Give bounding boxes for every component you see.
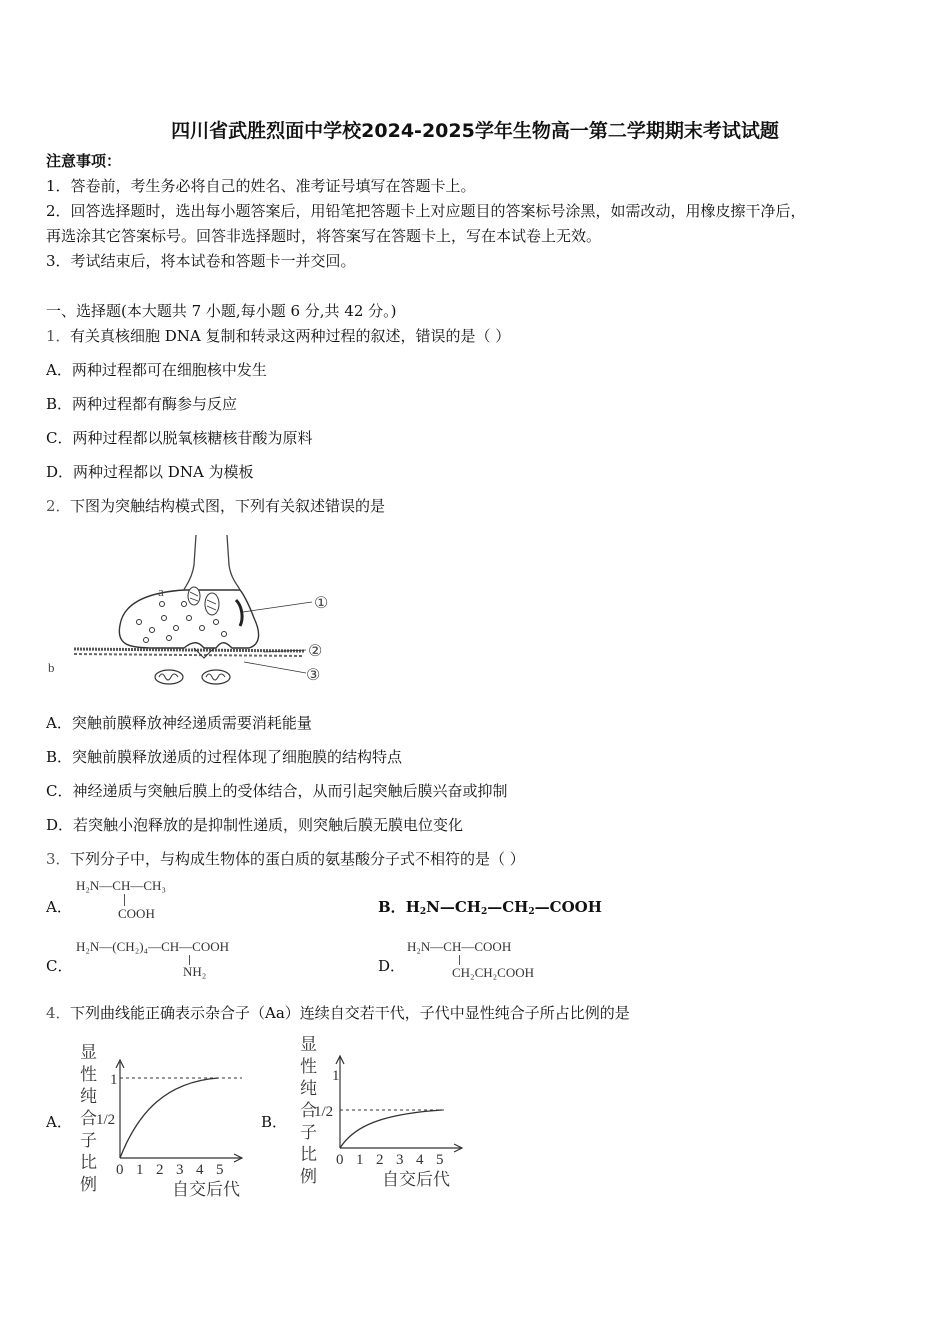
formula-d-bottom: CH₂CH₂COOH [452, 965, 535, 980]
ylabel-char: 子 [300, 1123, 317, 1142]
ylabel-char: 例 [80, 1175, 97, 1194]
graph-b-label: B． [261, 1113, 288, 1131]
y-tick-half: 1/2 [96, 1112, 116, 1128]
label-a: a [158, 584, 164, 599]
x-tick: 2 [156, 1162, 164, 1178]
option-d: D．两种过程都以 DNA 为模板 [46, 463, 254, 481]
y-tick-half: 1/2 [314, 1104, 334, 1120]
formula-subscript: 2 [480, 907, 488, 917]
x-axis-label: 自交后代 [382, 1170, 450, 1189]
formula-c-bottom: NH₂ [183, 964, 207, 979]
ylabel-char: 合 [300, 1101, 317, 1120]
option-c-label: C． [46, 957, 73, 975]
x-tick: 1 [136, 1162, 144, 1178]
question-stem: 下列分子中，与构成生物体的蛋白质的氨基酸分子式不相符的是（ ） [70, 850, 525, 868]
option-a-label: A． [46, 898, 72, 916]
x-tick: 0 [116, 1162, 124, 1178]
question-stem: 下图为突触结构模式图，下列有关叙述错误的是 [70, 497, 386, 515]
notice-item: 再选涂其它答案标号。回答非选择题时，将答案写在答题卡上，写在本试卷上无效。 [46, 227, 602, 245]
option-b-formula [378, 897, 602, 922]
formula-part: H [405, 898, 420, 916]
question-stem: 有关真核细胞 DNA 复制和转录这两种过程的叙述，错误的是（ ） [70, 327, 511, 345]
graph-a [76, 1040, 251, 1205]
ylabel-char: 合 [80, 1109, 97, 1128]
ylabel-char: 例 [300, 1167, 317, 1186]
formula-part: —COOH [534, 898, 602, 916]
label-3: ③ [306, 667, 321, 684]
x-tick: 4 [196, 1162, 204, 1178]
notice-item: 3．考试结束后，将本试卷和答题卡一并交回。 [46, 252, 356, 270]
label-b: b [48, 660, 55, 675]
formula-part: —CH [487, 898, 529, 916]
x-tick: 5 [216, 1162, 224, 1178]
y-tick-1: 1 [332, 1068, 340, 1084]
graph-b [296, 1030, 471, 1195]
notice-heading: 注意事项： [46, 152, 122, 170]
option-c: C．神经递质与突触后膜上的受体结合，从而引起突触后膜兴奋或抑制 [46, 782, 508, 800]
option-c: C．两种过程都以脱氧核糖核苷酸为原料 [46, 429, 313, 447]
question-number: 2． [46, 497, 71, 515]
ylabel-char: 纯 [80, 1087, 97, 1106]
formula-subscript: 2 [419, 907, 427, 917]
question-number: 3． [46, 850, 71, 868]
synapse-diagram [44, 530, 344, 690]
x-tick: 1 [356, 1152, 364, 1168]
option-b: B．两种过程都有酶参与反应 [46, 395, 238, 413]
label-1: ① [314, 595, 329, 612]
section-heading: 一、选择题(本大题共 7 小题,每小题 6 分,共 42 分。) [46, 302, 397, 320]
ylabel-char: 比 [80, 1153, 97, 1172]
x-tick: 0 [336, 1152, 344, 1168]
bond-line [124, 894, 125, 906]
graph-a-label: A． [46, 1113, 72, 1131]
option-b-label: B． [378, 898, 406, 916]
y-tick-1: 1 [110, 1072, 118, 1088]
x-tick: 5 [436, 1152, 444, 1168]
option-d: D．若突触小泡释放的是抑制性递质，则突触后膜无膜电位变化 [46, 816, 464, 834]
formula-a-bottom: COOH [118, 906, 155, 921]
x-tick: 3 [176, 1162, 184, 1178]
notice-item: 2．回答选择题时，选出每小题答案后，用铅笔把答题卡上对应题目的答案标号涂黑，如需改动，用橡皮擦干净后， [46, 202, 806, 220]
option-b: B．突触前膜释放递质的过程体现了细胞膜的结构特点 [46, 748, 403, 766]
formula-d-top: H₂N—CH—COOH [407, 939, 512, 954]
option-a: A．两种过程都可在细胞核中发生 [46, 361, 267, 379]
ylabel-char: 比 [300, 1145, 317, 1164]
x-tick: 2 [376, 1152, 384, 1168]
question-number: 1． [46, 327, 71, 345]
option-d-label: D． [378, 957, 406, 975]
question-number: 4． [46, 1004, 71, 1022]
formula-c-top: H₂N—(CH₂)₄—CH—COOH [76, 939, 229, 954]
option-a: A．突触前膜释放神经递质需要消耗能量 [46, 714, 312, 732]
bond-line [459, 955, 460, 965]
ylabel-char: 显 [80, 1043, 97, 1062]
notice-item: 1．答卷前，考生务必将自己的姓名、准考证号填写在答题卡上。 [46, 177, 476, 195]
formula-a-top: H₂N—CH—CH₃ [76, 878, 166, 893]
formula-part: N—CH [426, 898, 481, 916]
label-2: ② [308, 643, 323, 660]
x-tick: 4 [416, 1152, 424, 1168]
x-axis-label: 自交后代 [172, 1180, 240, 1199]
question-stem: 下列曲线能正确表示杂合子（Aa）连续自交若干代，子代中显性纯合子所占比例的是 [70, 1004, 630, 1022]
page-title: 四川省武胜烈面中学校2024-2025学年生物高一第二学期期末考试试题 [171, 120, 779, 142]
ylabel-char: 子 [80, 1131, 97, 1150]
ylabel-char: 纯 [300, 1079, 317, 1098]
ylabel-char: 性 [80, 1065, 97, 1084]
ylabel-char: 显 [300, 1035, 317, 1054]
formula-subscript: 2 [528, 907, 535, 917]
ylabel-char: 性 [300, 1057, 317, 1076]
x-tick: 3 [396, 1152, 404, 1168]
